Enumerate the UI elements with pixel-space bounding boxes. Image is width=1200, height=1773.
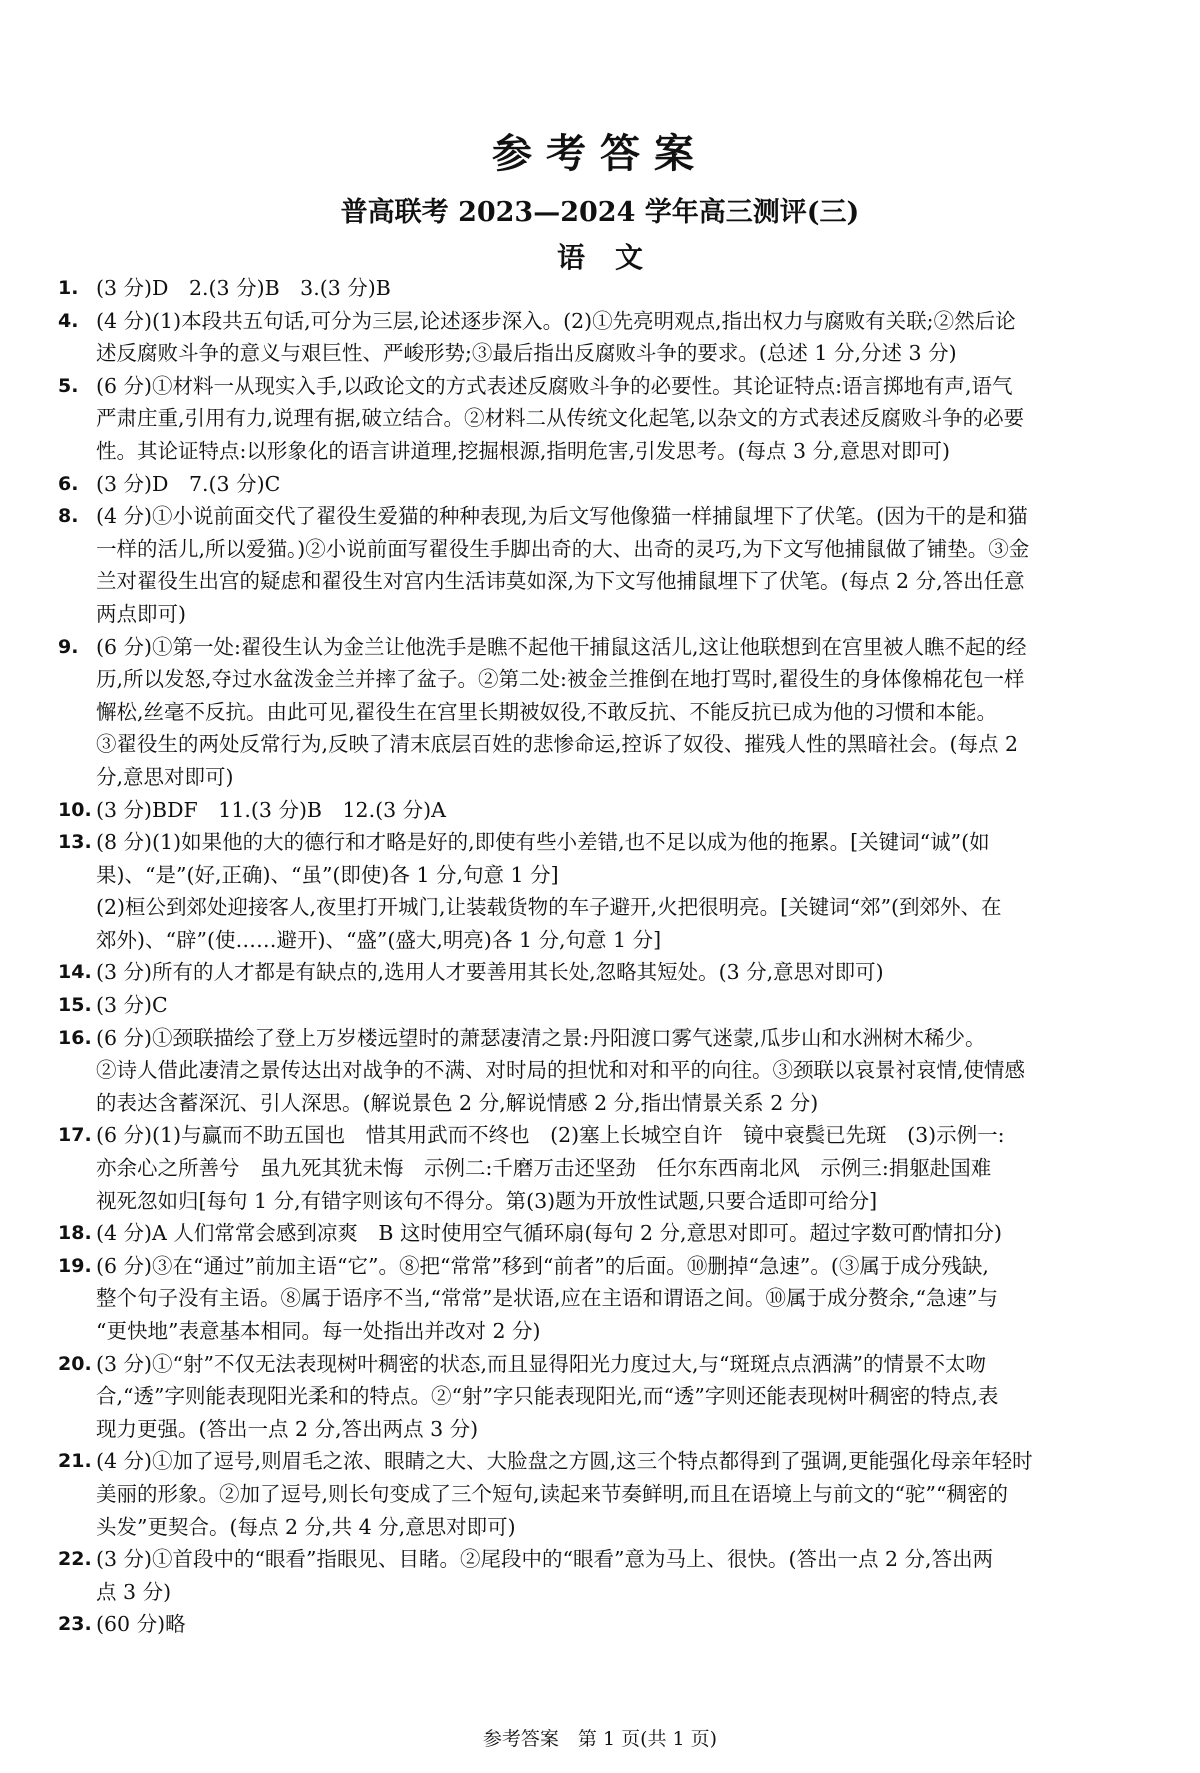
answer-item [58,1119,1143,1217]
answer-number: 14. [58,961,92,984]
answer-item [58,500,1143,630]
answer-text-line: (6 分)①颈联描绘了登上万岁楼远望时的萧瑟凄清之景:丹阳渡口雾气迷蒙,瓜步山和水洲树木稀少。 [96,1025,986,1050]
answer-item [58,826,1143,956]
answer-text-line: ②诗人借此凄清之景传达出对战争的不满、对时局的担忧和对和平的向往。③颈联以哀景衬哀情,使情感 [96,1058,1026,1083]
answer-item [58,989,1143,1022]
answer-text-line: 亦余心之所善兮 虽九死其犹未悔 示例二:千磨万击还坚劲 任尔东西南北风 示例三:捐躯赴国难 [96,1156,992,1181]
answer-number: 16. [58,1026,92,1049]
answer-item [58,468,1143,501]
answer-text-line: 果)、“是”(好,正确)、“虽”(即使)各 1 分,句意 1 分] [96,862,559,887]
answer-item [58,272,1143,305]
answer-number: 10. [58,798,92,821]
answer-number: 5. [58,374,79,397]
answer-number: 15. [58,994,92,1017]
answer-item [58,1022,1143,1120]
answer-text-line: 述反腐败斗争的意义与艰巨性、严峻形势;③最后指出反腐败斗争的要求。(总述 1 分,分述 3 分) [96,341,957,366]
answer-item [58,370,1143,468]
answer-text-line: (4 分)①加了逗号,则眉毛之浓、眼睛之大、大脸盘之方圆,这三个特点都得到了强调,更能强化母亲年轻时 [96,1449,1033,1474]
answer-text-line: (3 分)①“射”不仅无法表现树叶稠密的状态,而且显得阳光力度过大,与“斑斑点点洒满”的情景不太吻 [96,1351,987,1376]
answer-text-line: 性。其论证特点:以形象化的语言讲道理,挖掘根源,指明危害,引发思考。(每点 3 分,意思对即可) [96,438,951,463]
answer-text-line: (6 分)③在“通过”前加主语“它”。⑧把“常常”移到“前者”的后面。⑩删掉“急速”。(③属于成分残缺, [96,1253,989,1278]
answer-number: 1. [58,277,79,299]
answer-list [58,272,1143,1641]
answer-item [58,1608,1143,1641]
answer-number: 22. [58,1548,92,1571]
answer-text-line: “更快地”表意基本相同。每一处指出并改对 2 分) [96,1319,541,1343]
answer-number: 13. [58,831,92,854]
answer-text-line: (6 分)(1)与赢而不助五国也 惜其用武而不终也 (2)塞上长城空自许 镜中衰鬓已先斑 (3)示例一: [96,1123,1005,1148]
answer-text-line: (3 分)D 2.(3 分)B 3.(3 分)B [96,276,391,300]
answer-number: 20. [58,1352,92,1375]
answer-item [58,1217,1143,1250]
answer-item [58,1543,1143,1608]
answer-text-line: (6 分)①材料一从现实入手,以政论文的方式表述反腐败斗争的必要性。其论证特点:语言掷地有声,语气 [96,373,1013,398]
answer-text-line: (2)桓公到郊处迎接客人,夜里打开城门,让装载货物的车子避开,火把很明亮。[关键词“郊”(到郊外、在 [96,895,1002,920]
answer-item [58,794,1143,827]
answer-number: 17. [58,1124,92,1147]
exam-subtitle: 普高联考 2023—2024 学年高三测评(三) [340,197,860,228]
answer-text-line: 点 3 分) [96,1579,172,1604]
answer-text-line: (8 分)(1)如果他的大的德行和才略是好的,即使有些小差错,也不足以成为他的拖累。[关键词“诚”(如 [96,830,990,855]
answer-text-line: (3 分)D 7.(3 分)C [96,471,281,496]
answer-number: 21. [58,1450,92,1473]
page-title: 参考答案 [492,130,708,177]
answer-text-line: 懈松,丝毫不反抗。由此可见,翟役生在宫里长期被奴役,不敢反抗、不能反抗已成为他的习惯和本能。 [96,699,998,724]
answer-item [58,1348,1143,1446]
page-footer: 参考答案 第 1 页(共 1 页) [482,1728,718,1750]
answer-text-line: (3 分)所有的人才都是有缺点的,选用人才要善用其长处,忽略其短处。(3 分,意思对即可) [96,960,884,985]
answer-text-line: 美丽的形象。②加了逗号,则长句变成了三个短句,读起来节奏鲜明,而且在语境上与前文的“驼”“稠密的 [96,1481,1008,1506]
answer-item [58,956,1143,989]
answer-number: 4. [58,309,79,332]
answer-item [58,1445,1143,1543]
answer-text-line: 分,意思对即可) [96,764,234,789]
answer-item [58,305,1143,370]
answer-text-line: 头发”更契合。(每点 2 分,共 4 分,意思对即可) [96,1514,516,1539]
answer-text-line: 郊外)、“辟”(使……避开)、“盛”(盛大,明亮)各 1 分,句意 1 分] [96,927,662,952]
answer-text-line: 两点即可) [96,601,186,626]
answer-text-line: (4 分)A 人们常常会感到凉爽 B 这时使用空气循环扇(每句 2 分,意思对即可。超过字数可酌情扣分) [96,1221,1003,1246]
answer-text-line: (6 分)①第一处:翟役生认为金兰让他洗手是瞧不起他干捕鼠这活儿,这让他联想到在宫里被人瞧不起的经 [96,634,1027,659]
answer-text-line: (3 分)C [96,993,168,1018]
answer-text-line: (60 分)略 [96,1612,186,1637]
answer-text-line: ③翟役生的两处反常行为,反映了清末底层百姓的悲惨命运,控诉了奴役、摧残人性的黑暗社会。(每点 2 [96,732,1019,757]
answer-text-line: 兰对翟役生出宫的疑虑和翟役生对宫内生活讳莫如深,为下文写他捕鼠埋下了伏笔。(每点 2 分,答出任意 [96,569,1025,594]
answer-number: 6. [58,472,79,495]
answer-number: 18. [58,1222,92,1245]
subject-title: 语文 [556,241,673,274]
answer-text-line: 视死忽如归[每句 1 分,有错字则该句不得分。第(3)题为开放性试题,只要合适即可给分] [96,1188,878,1213]
answer-number: 23. [58,1613,92,1636]
answer-text-line: 的表达含蓄深沉、引人深思。(解说景色 2 分,解说情感 2 分,指出情景关系 2 分) [96,1090,819,1115]
answer-item [58,631,1143,794]
answer-number: 9. [58,635,79,658]
answer-number: 19. [58,1254,92,1277]
answer-text-line: (3 分)①首段中的“眼看”指眼见、目睹。②尾段中的“眼看”意为马上、很快。(答出一点 2 分,答出两 [96,1547,994,1572]
answer-text-line: (3 分)BDF 11.(3 分)B 12.(3 分)A [96,797,446,822]
answer-text-line: 合,“透”字则能表现阳光柔和的特点。②“射”字只能表现阳光,而“透”字则还能表现树叶稠密的特点,表 [96,1384,999,1409]
answer-text-line: 现力更强。(答出一点 2 分,答出两点 3 分) [96,1416,479,1441]
answer-text-line: 历,所以发怒,夺过水盆泼金兰并摔了盆子。②第二处:被金兰推倒在地打骂时,翟役生的身体像棉花包一样 [96,667,1025,692]
answer-text-line: (4 分)①小说前面交代了翟役生爱猫的种种表现,为后文写他像猫一样捕鼠埋下了伏笔。(因为干的是和猫 [96,504,1028,529]
answer-text-line: (4 分)(1)本段共五句话,可分为三层,论述逐步深入。(2)①先亮明观点,指出权力与腐败有关联;②然后论 [96,308,1016,333]
answer-number: 8. [58,505,79,528]
answer-text-line: 一样的活儿,所以爱猫。)②小说前面写翟役生手脚出奇的大、出奇的灵巧,为下文写他捕鼠做了铺垫。③金 [96,536,1030,561]
answer-text-line: 严肃庄重,引用有力,说理有据,破立结合。②材料二从传统文化起笔,以杂文的方式表述反腐败斗争的必要 [96,406,1025,431]
answer-item [58,1250,1143,1348]
answer-text-line: 整个句子没有主语。⑧属于语序不当,“常常”是状语,应在主语和谓语之间。⑩属于成分赘余,“急速”与 [96,1286,998,1311]
